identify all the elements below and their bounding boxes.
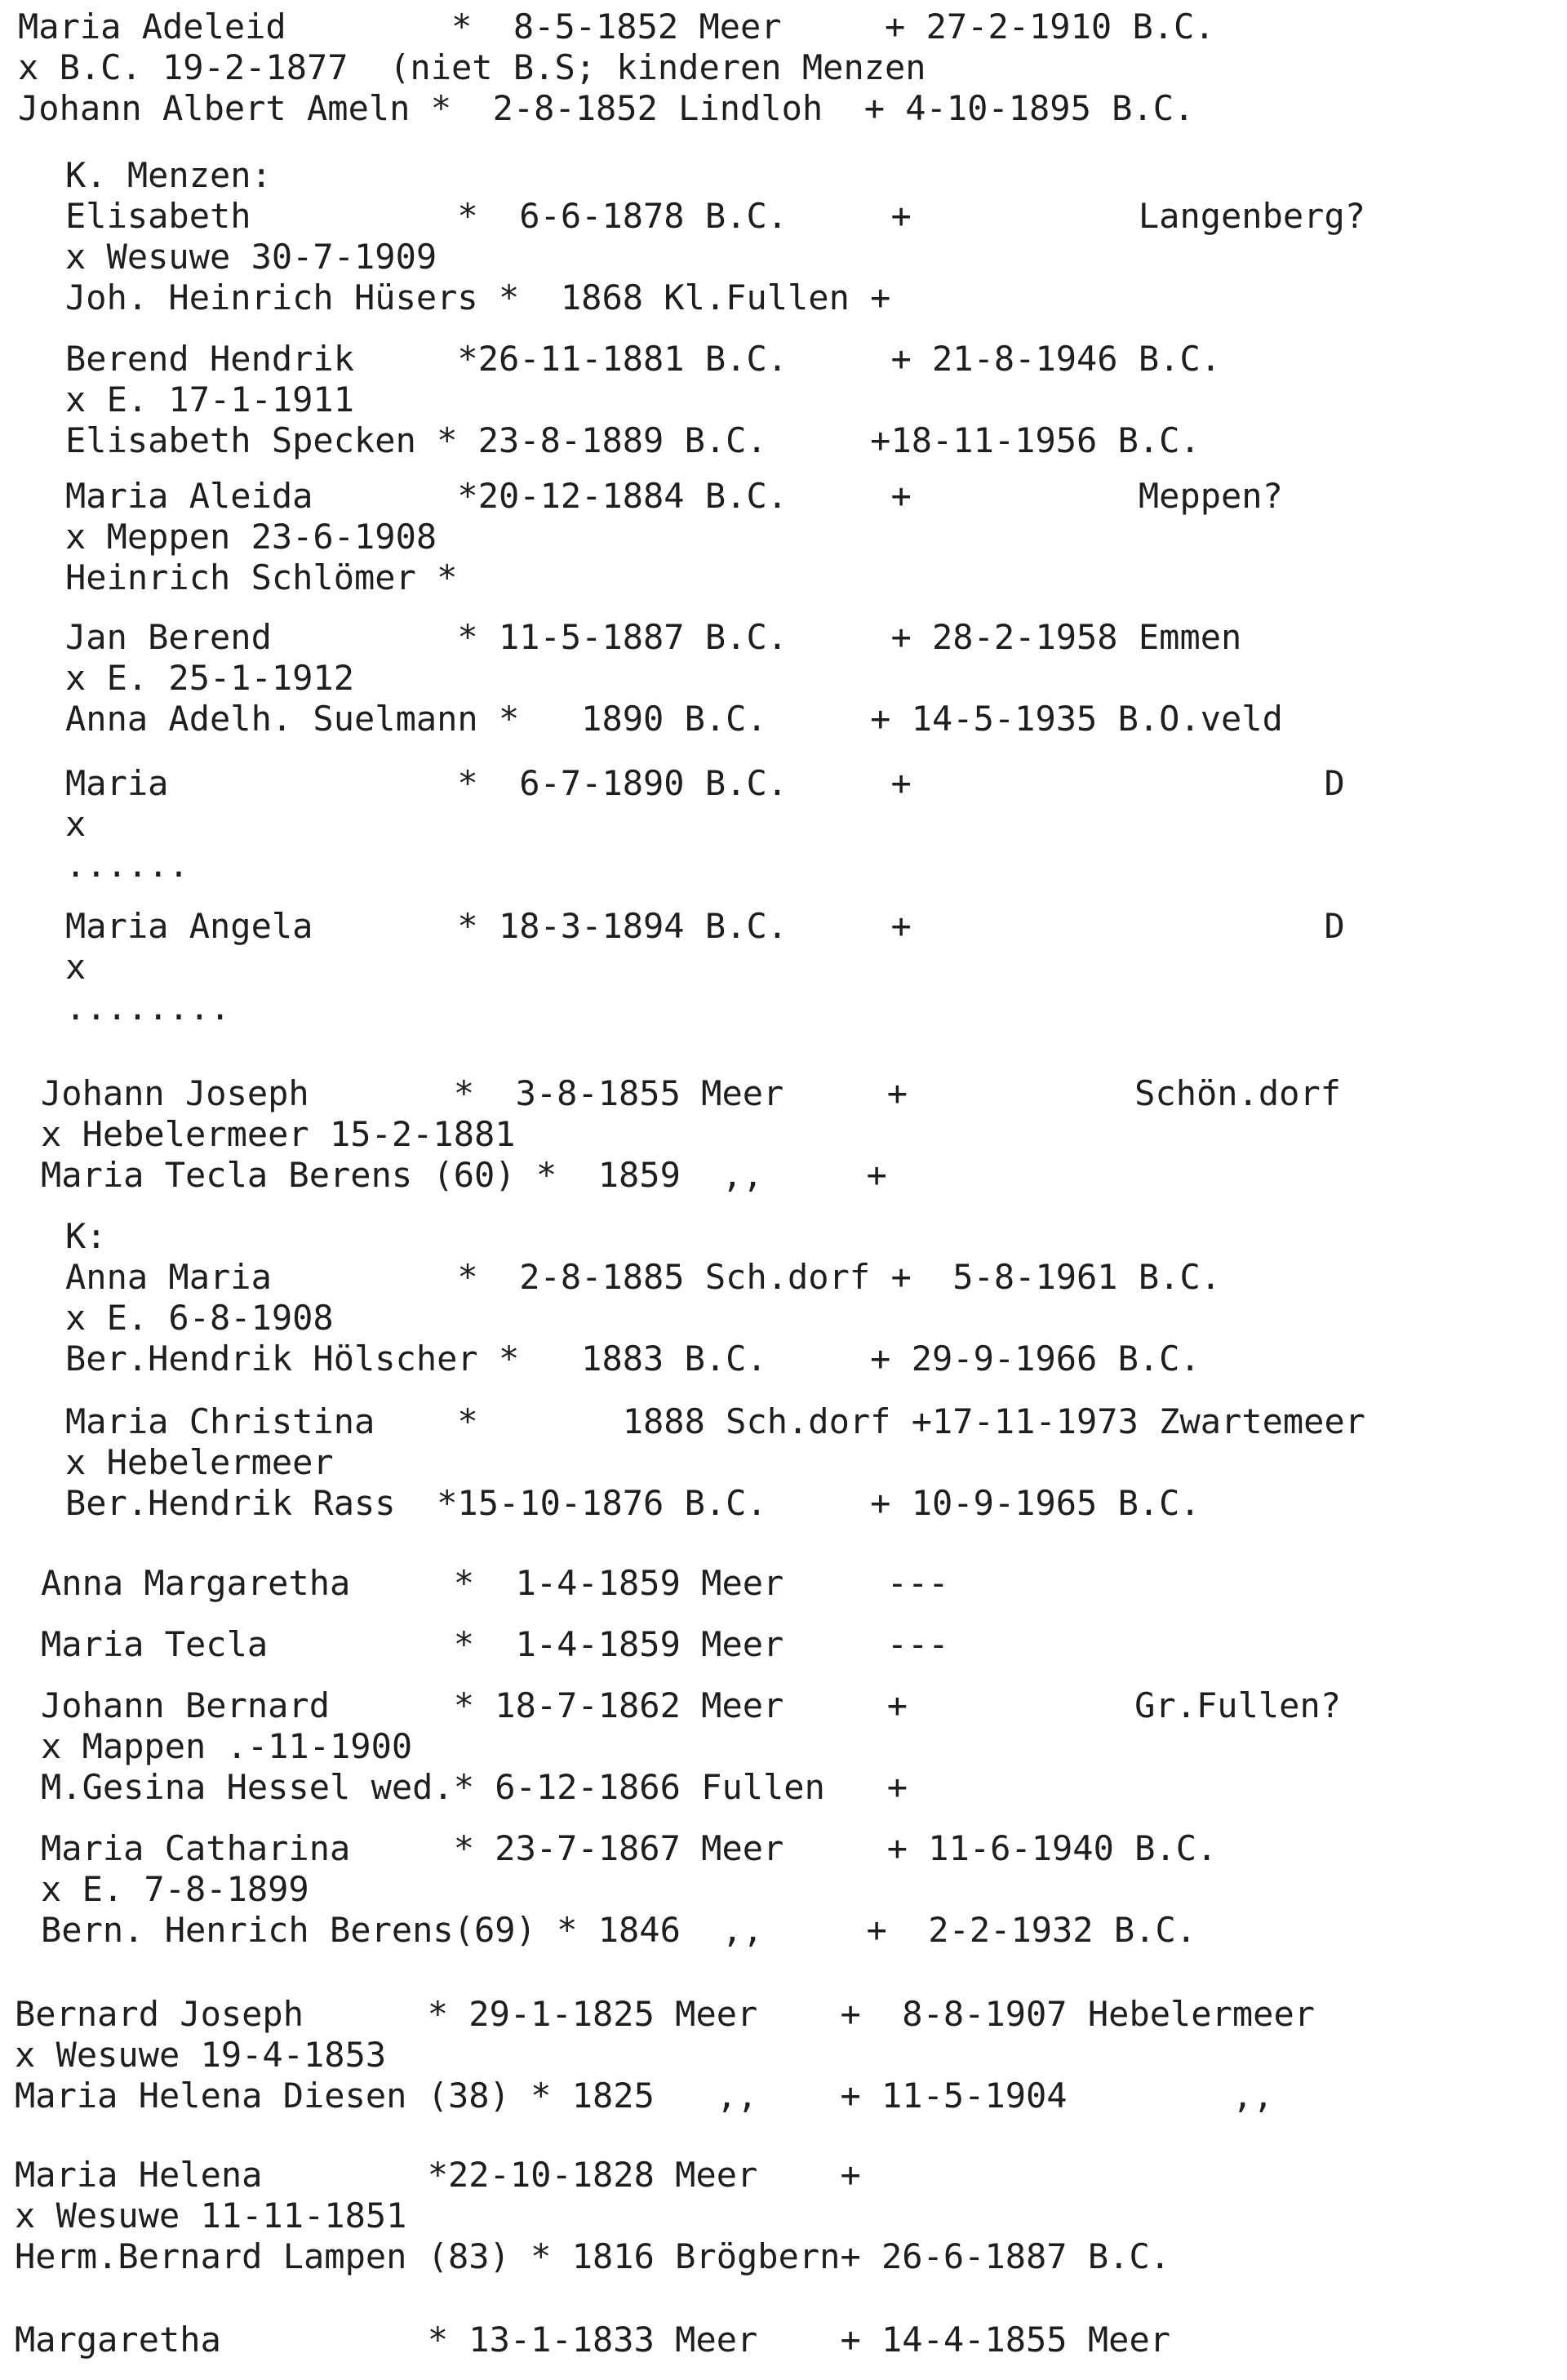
text-line: Maria Aleida *20-12-1884 B.C. + Meppen? [65,476,1283,516]
record-bernard-joseph [15,1994,1315,2116]
text-line: x [65,804,87,844]
record-maria-christina [65,1401,1365,1524]
text-line: Johann Bernard * 18-7-1862 Meer + Gr.Fullen? [41,1685,1342,1725]
record-maria-aleida [65,476,1283,598]
text-line: Maria Tecla Berens (60) * 1859 ,, + [41,1155,887,1195]
text-line: x Wesuwe 19-4-1853 [15,2035,387,2075]
text-line: M.Gesina Hessel wed.* 6-12-1866 Fullen + [41,1767,908,1807]
record-maria-tecla [41,1624,949,1665]
record-maria-helena [15,2155,1170,2277]
text-line: x Wesuwe 30-7-1909 [65,237,437,277]
record-jan-berend [65,617,1283,739]
text-line: x E. 6-8-1908 [65,1298,334,1338]
record-maria-angela [65,906,1345,1028]
text-line: Maria Tecla * 1-4-1859 Meer --- [41,1624,949,1664]
text-line: x Mappen .-11-1900 [41,1726,413,1766]
text-line: Anna Maria * 2-8-1885 Sch.dorf + 5-8-1961 B.C. [65,1257,1222,1297]
record-maria-adeleid [18,7,1215,129]
record-johann-joseph [41,1073,1341,1196]
text-line: Ber.Hendrik Hölscher * 1883 B.C. + 29-9-1966 B.C. [65,1339,1201,1379]
record-berend-hendrik [65,339,1221,461]
text-line: Maria * 6-7-1890 B.C. + D [65,763,1345,803]
text-line: Johann Albert Ameln * 2-8-1852 Lindloh + 4-10-1895 B.C. [18,88,1195,128]
text-line: Maria Helena Diesen (38) * 1825 ,, + 11-5-1904 ,, [15,2076,1274,2116]
record-anna-margaretha [41,1563,949,1604]
text-line: Elisabeth * 6-6-1878 B.C. + Langenberg? [65,196,1366,236]
text-line: x E. 25-1-1912 [65,658,355,698]
text-line: x Hebelermeer [65,1442,334,1482]
text-line: Bern. Henrich Berens(69) * 1846 ,, + 2-2-1932 B.C. [41,1910,1197,1950]
record-menzen-elisabeth [65,155,1365,318]
text-line: x Wesuwe 11-11-1851 [15,2196,407,2236]
text-line: Joh. Heinrich Hüsers * 1868 Kl.Fullen + [65,278,891,317]
text-line: Johann Joseph * 3-8-1855 Meer + Schön.dorf [41,1073,1342,1113]
text-line: Bernard Joseph * 29-1-1825 Meer + 8-8-1907 Hebelermeer [15,1994,1316,2034]
text-line: Herm.Bernard Lampen (83) * 1816 Brögbern+ 26-6-1887 B.C. [15,2236,1171,2276]
text-line: Anna Adelh. Suelmann * 1890 B.C. + 14-5-1935 B.O.veld [65,699,1283,739]
text-line: Margaretha * 13-1-1833 Meer + 14-4-1855 Meer [15,2320,1171,2360]
text-line: x E. 17-1-1911 [65,380,355,420]
text-line: Ber.Hendrik Rass *15-10-1876 B.C. + 10-9-1965 B.C. [65,1483,1201,1523]
text-line: Maria Adeleid * 8-5-1852 Meer + 27-2-1910 B.C. [18,7,1215,47]
record-anna-maria [65,1216,1221,1379]
text-line: K. Menzen: [65,155,272,195]
text-line: Maria Catharina * 23-7-1867 Meer + 11-6-1940 B.C. [41,1828,1218,1868]
text-line: Heinrich Schlömer * [65,557,458,597]
text-line: Berend Hendrik *26-11-1881 B.C. + 21-8-1946 B.C. [65,339,1222,379]
record-johann-bernard [41,1685,1341,1808]
text-line: Anna Margaretha * 1-4-1859 Meer --- [41,1563,949,1603]
text-line: ........ [65,988,231,1028]
text-line: Maria Angela * 18-3-1894 B.C. + D [65,906,1345,946]
text-line: Maria Helena *22-10-1828 Meer + [15,2155,861,2195]
text-line: ...... [65,845,189,885]
record-margaretha [15,2320,1170,2360]
record-maria-catharina [41,1828,1217,1951]
text-line: x E. 7-8-1899 [41,1869,309,1909]
text-line: x [65,947,87,987]
text-line: Maria Christina * 1888 Sch.dorf +17-11-1973 Zwartemeer [65,1401,1366,1441]
text-line: x B.C. 19-2-1877 (niet B.S; kinderen Menzen [18,47,926,87]
text-line: Jan Berend * 11-5-1887 B.C. + 28-2-1958 Emmen [65,617,1242,657]
text-line: x Hebelermeer 15-2-1881 [41,1114,516,1154]
record-maria [65,763,1345,886]
text-line: x Meppen 23-6-1908 [65,517,437,557]
text-line: Elisabeth Specken * 23-8-1889 B.C. +18-11-1956 B.C. [65,420,1201,460]
text-line: K: [65,1216,107,1256]
